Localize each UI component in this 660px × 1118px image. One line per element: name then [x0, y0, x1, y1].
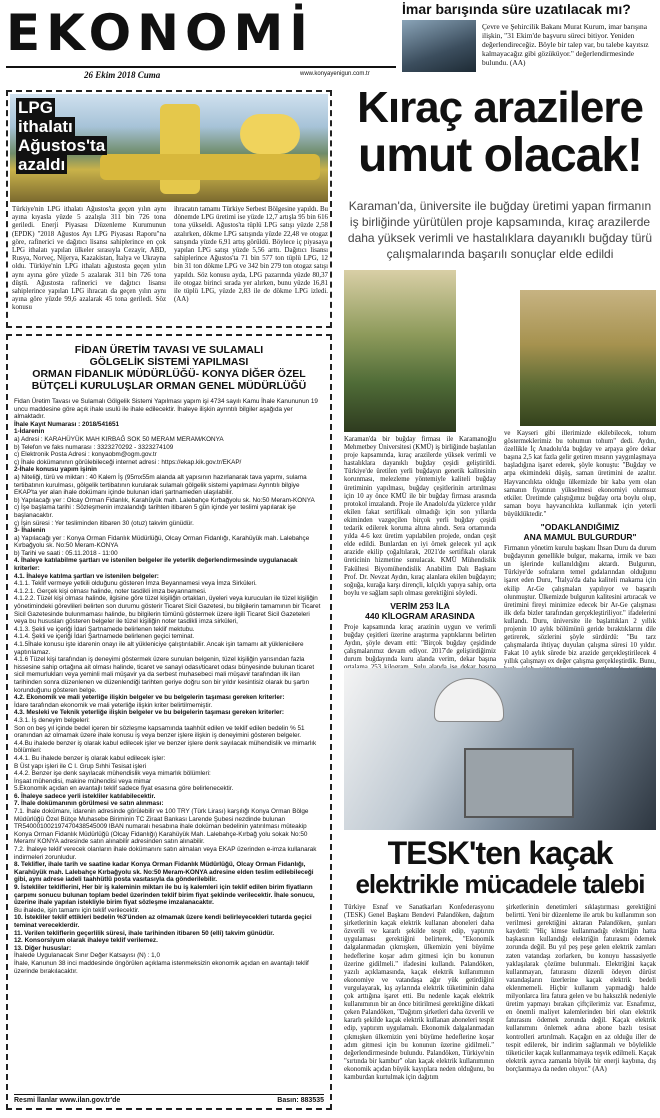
lpg-headline-line: LPG — [18, 98, 53, 117]
imar-brief — [402, 0, 660, 80]
tesk-headline — [344, 836, 656, 898]
imar-photo — [402, 20, 476, 72]
kirac-subhead-1 — [344, 601, 496, 621]
kirac-subtitle: Karaman'da, üniversite ile buğday üretimi yapan firmanın iş birliğinde yürütülen proje kapsamında, kıraç arazilerde daha yüksek verimli ve hastalıklara dayanıklı buğday türü çalışmalarında başarılı sonuçlar elde edildi — [347, 199, 653, 261]
lpg-headline-line: Ağustos'ta — [18, 136, 106, 155]
kirac-headline-line: Kıraç arazilere — [357, 83, 643, 132]
tender-line: Bu ihalede, işin tamamı için teklif verilecektir. — [14, 906, 140, 914]
tesk-headline-line: elektrikle mücadele talebi — [355, 869, 645, 899]
tender-line: 4.1.2.1. Gerçek kişi olması halinde, noter tasdikli imza beyannamesi. — [14, 587, 207, 595]
tender-line: 4.1.6 Tüzel kişi tarafından iş deneyimi göstermek üzere sunulan belgenin, tüzel kişiliğin yarısından fazla hissesine sahip ortağına ait olması halinde, ticaret ve sanayi odası/ticaret odası bünyesinde bulunan ticaret sicil memurlukları veya yeminli mali müşavir ya da serbest muhasebeci mali müşavir tarafından ilk ilan tarihinden sonra düzenlenen ve düzenlendiği tarihten geriye doğru son bir yıldır kesintisiz olarak bu şartın korunduğunu gösteren belge. — [14, 656, 315, 694]
helmet-graphic — [434, 678, 504, 722]
tender-footer — [14, 1094, 324, 1104]
tender-line: İdare tarafından ekonomik ve mali yeterliğe ilişkin kriter belirtilmemiştir. — [14, 701, 213, 709]
tender-line: a) Niteliği, türü ve miktarı : 40 Kalem İş (95mx55m alanda alt yapısının hazırlanarak tava yapımı, sulama tertibatının kurulması, gölgelik tertibatının kurularak sulamalı gölgelik sistemi yapılması Ayrıntılı bilgiye EKAP'ta yer alan ihale dokümanı içinde bulunan idari şartnameden ulaşılabilir. — [14, 473, 307, 497]
tender-line: c) İşe başlama tarihi : Sözleşmenin imzalandığı tarihten itibaren 5 gün içinde yer teslimi yapılarak işe başlanacaktır. — [14, 504, 296, 519]
tender-line: 10. İstekliler teklif ettikleri bedelin %3'ünden az olmamak üzere kendi belirleyecekleri tutarda geçici teminat vereceklerdir. — [14, 914, 312, 929]
tender-heading — [14, 344, 324, 392]
kirac-subhead-line: "ODAKLANDIĞIMIZ — [540, 522, 620, 533]
tender-line: 4.1.3. Şekli ve içeriği İdari Şartnamede belirlenen teklif mektubu. — [14, 625, 195, 633]
tender-line: İhalede Uygulanacak Sınır Değer Katsayısı (N) : 1,0 — [14, 952, 160, 960]
lpg-headline-line: azaldı — [18, 155, 66, 174]
tender-line: 3- İhalenin — [14, 527, 46, 535]
pipe-graphic — [240, 114, 300, 154]
tender-line: b) Yapılacağı yer : Olcay Orman Fidanlık, Karahüyük mah. Lalebahçe Kırbağyolu sk. No:50 Meram-KONYA — [14, 496, 315, 504]
tender-line: 13. Diğer hususlar: — [14, 944, 72, 952]
wheat-photo — [344, 270, 456, 432]
tender-line: 7.2. İhaleye teklif verecek olanların ihale dokümanını satın almaları veya EKAP üzerinden e-imza kullanarak indirmeleri zorunludur. — [14, 846, 317, 861]
lpg-column-2: ihracatın tamamı Türkiye Serbest Bölgesine yapıldı. Bu dönemde LPG üretimi ise yüzde 12,7 artışla 95 bin 616 tona yükseldi. Ağustos'ta tüplü LPG satışı yüzde 2,58 azalırken, dökme LPG satışında yüzde 22,48 ve otogaz satışında yüzde 6,91 artış görüldü. Böylece iç piyasaya yapılan LPG satışı yüzde 5,56 arttı. Dağıtıcı lisansı sahiplerince Ağustos'ta 71 bin 577 ton tüplü LPG, 12 bin 31 ton dökme LPG ve 342 bin 279 ton otogaz satışı yapıldı. Söz konusu ayda, LPG pazarında yüzde 80,37 ile otogaz birinci sırada yer alırken, bunu yüzde 16,81 ile tüplü LPG, yüzde 2,83 ile de dökme LPG izledi. (AA) — [174, 206, 328, 304]
kirac-subhead-2 — [504, 522, 656, 542]
lpg-headline — [16, 98, 106, 174]
tender-line: 4.4.2. Benzer işe denk sayılacak mühendislik veya mimarlık bölümleri: — [14, 770, 211, 778]
section-title: EKONOMİ — [6, 4, 314, 62]
tender-line: c) Elektronik Posta Adresi : konyaobm@ogm.gov.tr — [14, 451, 157, 459]
tender-line: a) Yapılacağı yer : Konya Orman Fidanlık Müdürlüğü, Olcay Orman Fidanlığı, Karahüyük mah. Lalebahçe Kırbağyolu sk. No:50 Meram-KONYA — [14, 534, 310, 550]
tender-line: b) Telefon ve faks numarası : 3323270292 - 3323274109 — [14, 443, 174, 451]
electric-panel-graphic — [464, 748, 574, 818]
electrician-photo — [344, 668, 656, 830]
tender-line: 2-İhale konusu yapım işinin — [14, 466, 97, 474]
tender-line: 7.1. İhale dokümanı, idarenin adresinde görülebilir ve 100 TRY (Türk Lirası) karşılığı Konya Orman Bölge Müdürlüğü Özel Bütçe Muhasebe Biriminin TC Ziraat Bankası Larende Şubesi nezdinde bulunan TR540001002197470438545009 IBAN numaralı hesabına ihale doküman bedelinin yatırılması müteakip Konya Orman Fidanlık Müdürlüğü (Olcay Fidanlığı) Karahüyük Mah. Lalebahçe-Kırbağ yolu sokak No:50 Meram/ KONYA adresinde satın alınabilir adresinden satın alınabilir. — [14, 808, 309, 846]
lpg-column-1: Türkiye'nin LPG ithalatı Ağustos'ta geçen yılın aynı ayına kıyasla yüzde 5 azalışla 311 bin 726 tona geriledi. Enerji Piyasası Düzenleme Kurumunun (EPDK) "2018 Ağustos Ayı LPG Piyasası Raporu"na göre, rafinerici ve dağıtıcı lisansı sahiplerince en çok LPG ithalatı yapılan ülkeler sırasıyla Cezayir, ABD, Rusya, Norveç, Nijerya, Kazakistan, İtalya ve Ukrayna oldu. Türkiye'nin LPG ithalatı ağustosta geçen yılın aynı ayına göre yüzde 5 azalarak 311 bin 726 tona düştü. Ağustosta rafinerici ve dağıtıcı lisansı sahiplerince yapılan LPG ihracatı da geçen yılın aynı ayına göre yüzde 99,6 azalarak 45 tona geriledi. Söz konusu — [12, 206, 166, 312]
tender-line: 4.4.1. Bu ihalede benzer iş olarak kabul edilecek işler: — [14, 754, 166, 762]
lpg-photo — [10, 94, 328, 202]
tender-line: İhale Kayıt Numarası : 2018/541651 — [14, 420, 120, 428]
tender-line: 4.4.Bu ihalede benzer iş olarak kabul edilecek işler ve benzer işlere denk sayılacak mühendislik ve mimarlık bölümleri: — [14, 739, 317, 755]
tender-line: 4.1.2.2. Tüzel kişi olması halinde, ilgisine göre tüzel kişiliğin ortakları, üyeleri veya kurucuları ile tüzel kişiliğin yönetimindeki görevlileri belirten son durumu gösterir Ticaret Sicil Gazetesi, bu bilgilerin tamamının bir Ticaret Sicil Gazetesinde bulunmaması halinde, bu bilgilerin tümünü göstermek üzere ilgili Ticaret Sicil Gazeteleri veya bu hususları gösteren belgeler ile tüzel kişiliğin noter tasdikli imza sirküleri, — [14, 595, 321, 626]
tender-line: 4.2. Ekonomik ve mali yeterliğe ilişkin belgeler ve bu belgelerin taşıması gereken kriterler: — [14, 694, 285, 702]
tesk-column-1: Türkiye Esnaf ve Sanatkarları Konfederasyonu (TESK) Genel Başkanı Bendevi Palandöken, dağıtım şirketlerinin kaçak elektrik kullanan aboneleri daha özverili ve kararlı şekilde tespit edip, yaptırım uygulaması gerektiğini belirterek, "Ekonomik dalgalanmadan çıkmışken, ülkemizin yeni büyüme hedeflerine koşar adım gitmesi için bu konunun üzerine gidilmeli." ifadesini kullandı. Palandöken, yazılı açıklamasında, kaçak elektrik kullanımının ekonomiye ve vatandaşa ağır yük getirdiğini vurgulayarak, kış aylarında elektrik tüketiminin daha çok arttığına işaret etti. Bu nedenle kaçak elektrik kullanımının bir an önce bitirilmesi gerektiğine dikkati çeken Palandöken, "Dağıtım şirketleri daha özverili ve kararlı şekilde kaçak elektrik kullanan aboneleri tespit edip, yaptırım uygulamalı. Ekonomik dalgalanmadan çıkmışken ülkemizin yeni büyüme hedeflerine koşar adım gitmesi için bu konunun üzerine gidilmeli." değerlendirmesinde bulundu. Palandöken, Türkiye'nin "sırtında bir kambur" olan kaçak elektrik kullanımının ekonomik açıdan büyük kayıplara neden olduğunu, bu kamburdan kurtulmak için dağıtım — [344, 904, 494, 1081]
tender-line: 9. İstekliler tekliflerini, Her bir iş kaleminin miktarı ile bu iş kalemleri için teklif edilen birim fiyatların çarpımı sonucu bulunan toplam bedel üzerinden teklif birim fiyat şeklinde verilecektir. İhale sonucu, üzerine ihale yapılan istekliyle birim fiyat sözleşme imzalanacaktır. — [14, 884, 315, 907]
kirac-subhead-line: 440 KİLOGRAM ARASINDA — [365, 610, 475, 621]
tender-heading-line: FİDAN ÜRETİM TAVASI VE SULAMALI — [74, 344, 264, 356]
tender-line: 4.1.5İhale konusu işte idarenin onayı ile alt yükleniciye çalıştırılabilir. Ancak işin tamamı alt yüklenicilere yaptırılamaz. — [14, 641, 304, 656]
tender-line: 4. İhaleye katılabilme şartları ve istenilen belgeler ile yeterlik değerlendirmesinde uygulanacak kriterler: — [14, 557, 298, 573]
tender-line: a) Adresi : KARAHÜYÜK MAH KIRBAĞ SOK 50 MERAM MERAM/KONYA — [14, 435, 224, 443]
imar-title: İmar barışında süre uzatılacak mı? — [402, 1, 631, 17]
tender-line: 4.1. İhaleye katılma şartları ve istenilen belgeler: — [14, 572, 159, 580]
tender-line: 4.3. Mesleki ve Teknik yeterliğe ilişkin belgeler ve bu belgelerin taşıması gereken kriterler: — [14, 709, 284, 717]
tender-line: ç) İşin süresi : Yer tesliminden itibaren 30 (otuz) takvim günüdür. — [14, 519, 194, 527]
kirac-subhead-line: VERİM 253 İLA — [390, 600, 450, 611]
pipe-graphic — [100, 154, 320, 180]
kirac-headline — [344, 84, 656, 180]
tesk-column-2: şirketlerinin denetimleri sıklaştırması gerektiğini belirtti. Yeni bir düzenleme ile artık bu kullanımın son verilmesi gerektiğini aktaran Palandöken, şunları kaydetti: "Hiç kimse kullanmadığı elektriğin hatta başkasının kullandığı elektriğin faturasını ödemek zorunda değil. Bu yıl peş peşe gelen elektrik zamları zaten vatandaşı zorlarken, bu konuyu hassasiyetle yaklaşılarak çözüme bulunmalı. Elektriğini kaçak kullanmayan, faturasını düzenli ödeyen dürüst vatandaşların üzerlerine kaçak elektrik bedeli eklenmemeli. Hiçbir kullanım yapmadığı halde milyonlarca lira fatura gelen ve bu haksızlık nedeniyle üretim yapmayı bırakan çiftçilerimiz var. Esnafımız, en önemli maliyet kalemlerinden biri olan elektrik faturasını ödemek zorunda değil. Kaçak elektrik kullanımını önlemek adına abone bazlı tesisat kontrolleri artırılmalı. Kaçağın en az olduğu iller de tespit edilerek, bir indirim sağlanmalı ve böylelikle tüketiciler kaçak kullanmamaya teşvik edilmeli. Kaçak elektrik ayrıca zamanla büyük bir enerji kaybına, dış borçlanmaya da neden oluyor." (AA) — [506, 904, 656, 1073]
tender-heading-line: GÖLGELİK SİSTEMİ YAPILMASI — [89, 356, 249, 368]
tender-footer-right: Basın: 883535 — [277, 1097, 324, 1104]
tender-line: 1-İdarenin — [14, 428, 45, 436]
masthead — [0, 0, 400, 80]
tender-heading-line: BÜTÇELİ KURULUŞLAR ORMAN GENEL MÜDÜRLÜĞÜ — [31, 380, 307, 392]
tender-line: 12. Konsorsiyum olarak ihaleye teklif verilemez. — [14, 937, 158, 945]
kirac-text: Firmanın yönetim kurulu başkanı İhsan Duru da durum buğdayının genellikle bulgur, makarna, irmik ve bazı un işlerinde kullanıldığını aktardı. Bulgurun, Türkiye'de sofraların temel gıdalarından olduğunu işaret eden Duru, "İtalya'da daha kaliteli makarna için ekilip Ar-Ge çalışmaları yapılıyor ve başarılı olunmuştur. Ülkemizde bulgurun kalitesini artıracak ve üretimini fireyi minimize edecek bir Ar-Ge çalışması ilk defa bizler tarafından gerçekleştiriliyor." ifadelerini kullandı. Duru, üniversite ile başlattıkları 2 yıllık projenin 10 aylık bölümünü geride bıraktıklarını dile getirerek, sözlerini şöyle sürdürdü: "Bu tarz çalışmalarda ihtiyaç duyulan çalışma süresi 10 yıldır. Fakat 10 aylık sürede biz arazide gerçekleştirilecek 4 yıllık çalışmayı ex değer çalışma gerçekleştirdik. Bunu, — [504, 545, 656, 666]
pipe-graphic — [160, 104, 200, 194]
kirac-text: ve Kayseri gibi illerimizde ekilebilecek, tohum göstermeklerimiz bu tohumun tohum" dedi. Aydın, özellikle İç Anadolu'da buğday ve arpaya göre dekar başına 2,5 kat fazla gelir getiren mısırın yaygınlaşmaya başladığına işaret ederek, şöyle konuştu: "Buğday ve arpa ekimindeki düşüş, saman üretimini de azaltır. Hayvancılıkta olduğu ülkemizde bir kaba yem olan samanın fiyatının yükselmesi ekonomiyi olumsuz etkiler. Üretimde çalıştığımız buğday orta boylu olup, saman boyu hayvancılıkta kullanmak için yeterli büyüklüktedir." — [504, 430, 656, 518]
site-url: www.konyayenigun.com.tr — [300, 71, 370, 77]
tender-line: İnşaat mühendisi, makine mühendisi veya mimar — [14, 777, 152, 785]
tender-line: b) Tarihi ve saati : 05.11.2018 - 11:00 — [14, 549, 118, 557]
kirac-text: Karaman'da bir buğday firması ile Karamanoğlu Mehmetbey Üniversitesi (KMÜ) iş birliğinde başlatılan proje kapsamında, kıraç arazilerde yüksek verimli ve hastalıklara dayanıklı buğday çeşidi geliştirildi. Türkiye'de üretilen yerli buğdayın genetik kalitesinin korunması, melezleme yöntemiyle kaliteli buğday üretiminin yapılması, buğday çeşitlerinin artırılması için 10 ay önce KMÜ ile bir buğday firması arasında protokol imzalandı. Proje ile Anadolu'da yüzlerce yıldır ekilen fakat sertifikalı olmadığı için son yıllarda ekiminden vazgeçilen birçok yerli buğday çeşidi tedarik edilerek koruma altına alındı. Sera ortamında yılda 4-6 kez üretim yapılabilen projede, ondan çeşit elde edildi. Bunlardan en iyi örnek gelecek yıl açık arazide ekilip çoğaltılarak, 2021'de sertifikalı olarak üreticinin hizmetine sunulacak. KMÜ Mühendislik Fakültesi Biyomühendislik Anabilim Dalı Başkanı Prof. Dr. Nevzat Aydın, kıraç alanlara ekilen buğdayın; soğuğa, kurağa karşı dirençli, kılçıklı yapıya sahip, orta boylu ve sağlam saplı olması gerektiğini söyledi. — [344, 436, 496, 597]
tender-line: 4.1.4. Şekli ve içeriği İdari Şartnamede belirlenen geçici teminat. — [14, 633, 195, 641]
tender-ad — [6, 334, 332, 1110]
kirac-headline-line: umut olacak! — [357, 129, 643, 182]
tender-line: 6. İhaleye sadece yerli istekliler katılabilecektir. — [14, 792, 156, 800]
tender-line: ç) İhale dokümanının görülebileceği internet adresi : https://ekap.kik.gov.tr/EKAP/ — [14, 458, 242, 466]
tender-footer-left: Resmi İlanlar www.ilan.gov.tr'de — [14, 1097, 121, 1104]
tender-heading-line: ORMAN FİDANLIK MÜDÜRLÜĞÜ- KONYA DİĞER ÖZEL — [32, 368, 306, 380]
tender-line: 8. Teklifler, ihale tarih ve saatine kadar Konya Orman Fidanlık Müdürlüğü, Olcay Orman Fidanlığı, Karahüyük mah. Lalebahçe Kırbağyolu sk. No:50 Meram-KONYA adresine elden teslim edilebileceği gibi, aynı adrese iadeli taahhütlü posta vasıtasıyla da gönderilebilir. — [14, 861, 314, 884]
tender-intro: Fidan Üretim Tavası ve Sulamalı Gölgelik Sistemi Yapılması yapım işi 4734 sayılı Kamu İhale Kanununun 19 uncu maddesine göre açık ihale usulü ile ihale edilecektir. İhaleye ilişkin ayrıntılı bilgiler aşağıda yer almaktadır. — [14, 398, 318, 421]
tender-body — [14, 398, 324, 975]
tender-line: 4.1.1. Teklif vermeye yetkili olduğunu gösteren İmza Beyannamesi veya İmza Sirküleri. — [14, 580, 257, 588]
lpg-article — [6, 90, 332, 328]
tesk-headline-line: TESK'ten kaçak — [387, 835, 613, 871]
tender-line: 7. İhale dokümanının görülmesi ve satın alınması: — [14, 800, 164, 808]
kirac-text: Proje kapsamında kıraç arazinin uygun ve verimli buğday çeşitleri üzerine araştırma yaptıklarını belirten Aydın, şöyle devam etti: "Birçok buğday çeşidinde çalışmalarımız devam ediyor. 2017'de geliştirdiğimiz durum buğdayında kuru alanda verim, dekar başına — [344, 623, 496, 664]
kirac-subhead-line: ANA MAMUL BULGURDUR" — [523, 532, 637, 543]
lpg-headline-line: ithalatı — [18, 117, 73, 136]
tender-line: 4.3.1. İş deneyim belgeleri: — [14, 716, 90, 724]
tender-line: Son on beş yıl içinde bedel içeren bir sözleşme kapsamında taahhüt edilen ve teklif edilen bedelin % 51 oranından az olmamak üzere ihale konusu iş veya benzer işlere ilişkin iş deneyimini gösteren belgeler. — [14, 724, 305, 740]
issue-date: 26 Ekim 2018 Cuma — [84, 70, 161, 80]
tender-line: 11. Verilen tekliflerin geçerlilik süresi, ihale tarihinden itibaren 50 (elli) takvim günüdür. — [14, 929, 275, 937]
tender-line: İhale, Kanunun 38 inci maddesinde öngörülen açıklama istenmeksizin ekonomik açıdan en avantajlı teklif üzerinde bırakılacaktır. — [14, 959, 309, 975]
tender-line: B Üst yapı işleri ile C I. Grup Sıhhi Tesisat işleri — [14, 762, 147, 770]
tender-line: 5.Ekonomik açıdan en avantajlı teklif sadece fiyat esasına göre belirlenecektir. — [14, 785, 234, 793]
imar-body: Çevre ve Şehircilik Bakanı Murat Kurum, imar barışına ilişkin, "31 Ekim'de başvuru süreci bitiyor. Yeniden değerlendireceğiz. Böyle bir talep var, bu talebe kayıtsız kalmayacağız gibi gözüküyor." değerlendirmesinde bulundu. (AA) — [482, 22, 649, 67]
wheat-field-photo — [520, 290, 656, 426]
